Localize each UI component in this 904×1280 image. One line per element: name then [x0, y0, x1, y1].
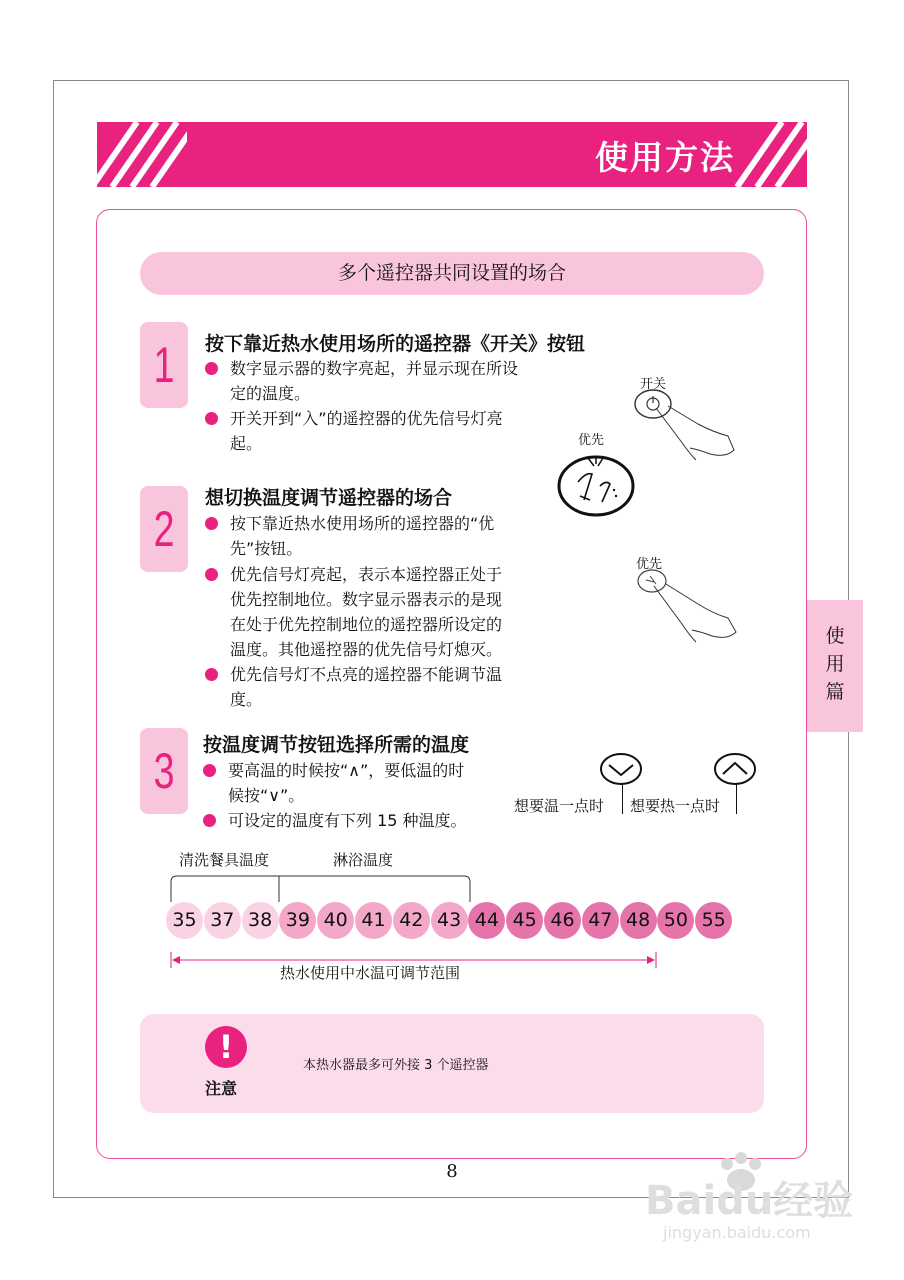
section-title: 多个遥控器共同设置的场合	[140, 252, 764, 295]
bullet-line: 优先信号灯亮起，表示本遥控器正处于	[230, 565, 503, 584]
dish-temp-label: 清洗餐具温度	[179, 851, 270, 869]
step-1-bullet-1	[205, 356, 518, 406]
temp-value-35: 35	[166, 902, 203, 939]
bullet-line: 温度。其他遥控器的优先信号灯熄灭。	[230, 640, 503, 659]
temp-value-48: 48	[620, 902, 657, 939]
temp-value-55: 55	[695, 902, 732, 939]
step-number-1: 1	[153, 337, 175, 393]
bullet-line: 度。	[230, 690, 263, 709]
step-3-bullet-1	[203, 758, 464, 808]
side-tab-char-3: 篇	[825, 681, 845, 703]
side-tab-char-1: 使	[825, 625, 845, 647]
temp-up-button-icon	[713, 752, 759, 786]
bullet-line: 优先控制地位。数字显示器表示的是现	[230, 590, 503, 609]
side-tab	[807, 600, 863, 732]
step-badge-2	[140, 486, 188, 572]
page-number: 8	[446, 1161, 458, 1182]
temp-value-38: 38	[242, 902, 279, 939]
baidu-watermark	[645, 1150, 860, 1250]
step-title-1: 按下靠近热水使用场所的遥控器《开关》按钮	[205, 333, 586, 355]
watermark-text: Baidu经验	[645, 1178, 854, 1224]
lower-temp-label: 想要温一点时	[514, 797, 605, 815]
temp-value-40: 40	[317, 902, 354, 939]
header-band	[97, 122, 807, 187]
bullet-line: 开关开到“入”的遥控器的优先信号灯亮	[230, 409, 503, 428]
temp-value-39: 39	[279, 902, 316, 939]
priority-button-icon	[556, 450, 638, 518]
step-title-2: 想切换温度调节遥控器的场合	[205, 487, 453, 509]
watermark-url: jingyan.baidu.com	[663, 1223, 811, 1242]
temp-value-44: 44	[468, 902, 505, 939]
step-3-bullet-2	[203, 808, 467, 833]
bullet-line: 数字显示器的数字亮起，并显示现在所设	[230, 359, 519, 378]
temp-value-46: 46	[544, 902, 581, 939]
temp-value-41: 41	[355, 902, 392, 939]
step-number-3: 3	[153, 743, 175, 799]
temp-value-47: 47	[582, 902, 619, 939]
bullet-line: 定的温度。	[230, 384, 311, 403]
note-text: 本热水器最多可外接 3 个遥控器	[303, 1058, 489, 1073]
temp-value-37: 37	[204, 902, 241, 939]
higher-temp-label: 想要热一点时	[630, 797, 721, 815]
note-label: 注意	[205, 1079, 238, 1098]
step-badge-3	[140, 728, 188, 814]
temp-value-50: 50	[657, 902, 694, 939]
temp-buttons-right-edge	[736, 784, 737, 814]
bullet-line: 起。	[230, 434, 263, 453]
bullet-line: 要高温的时候按“∧”，要低温的时	[228, 761, 465, 780]
bullet-line: 可设定的温度有下列 15 种温度。	[228, 811, 467, 830]
temp-value-45: 45	[506, 902, 543, 939]
page-title: 使用方法	[595, 138, 735, 177]
range-label: 热水使用中水温可调节范围	[280, 964, 461, 982]
step-title-3: 按温度调节按钮选择所需的温度	[203, 734, 470, 756]
shower-temp-label: 淋浴温度	[333, 851, 394, 869]
header-stripes-left	[97, 122, 187, 187]
step-badge-1	[140, 322, 188, 408]
step-2-bullet-1	[205, 511, 494, 561]
warning-icon: !	[205, 1026, 247, 1068]
temp-buttons-divider	[622, 784, 623, 814]
step-2-bullet-2	[205, 562, 502, 662]
temp-value-43: 43	[431, 902, 468, 939]
step-number-2: 2	[153, 501, 175, 557]
temp-range-brackets	[166, 866, 476, 906]
bullet-line: 按下靠近热水使用场所的遥控器的“优	[230, 514, 495, 533]
bullet-line: 候按“∨”。	[228, 786, 305, 805]
bullet-line: 优先信号灯不点亮的遥控器不能调节温	[230, 665, 503, 684]
temp-value-42: 42	[393, 902, 430, 939]
priority-label-2: 优先	[636, 557, 663, 572]
step-1-bullet-2	[205, 406, 503, 456]
priority-press-icon	[632, 568, 744, 648]
bullet-line: 在处于优先控制地位的遥控器所设定的	[230, 615, 503, 634]
switch-label: 开关	[640, 377, 667, 392]
step-2-bullet-3	[205, 662, 502, 712]
switch-press-icon	[628, 388, 746, 468]
side-tab-char-2: 用	[825, 653, 845, 675]
priority-label: 优先	[578, 433, 605, 448]
temp-down-button-icon	[599, 752, 645, 786]
bullet-line: 先”按钮。	[230, 539, 303, 558]
